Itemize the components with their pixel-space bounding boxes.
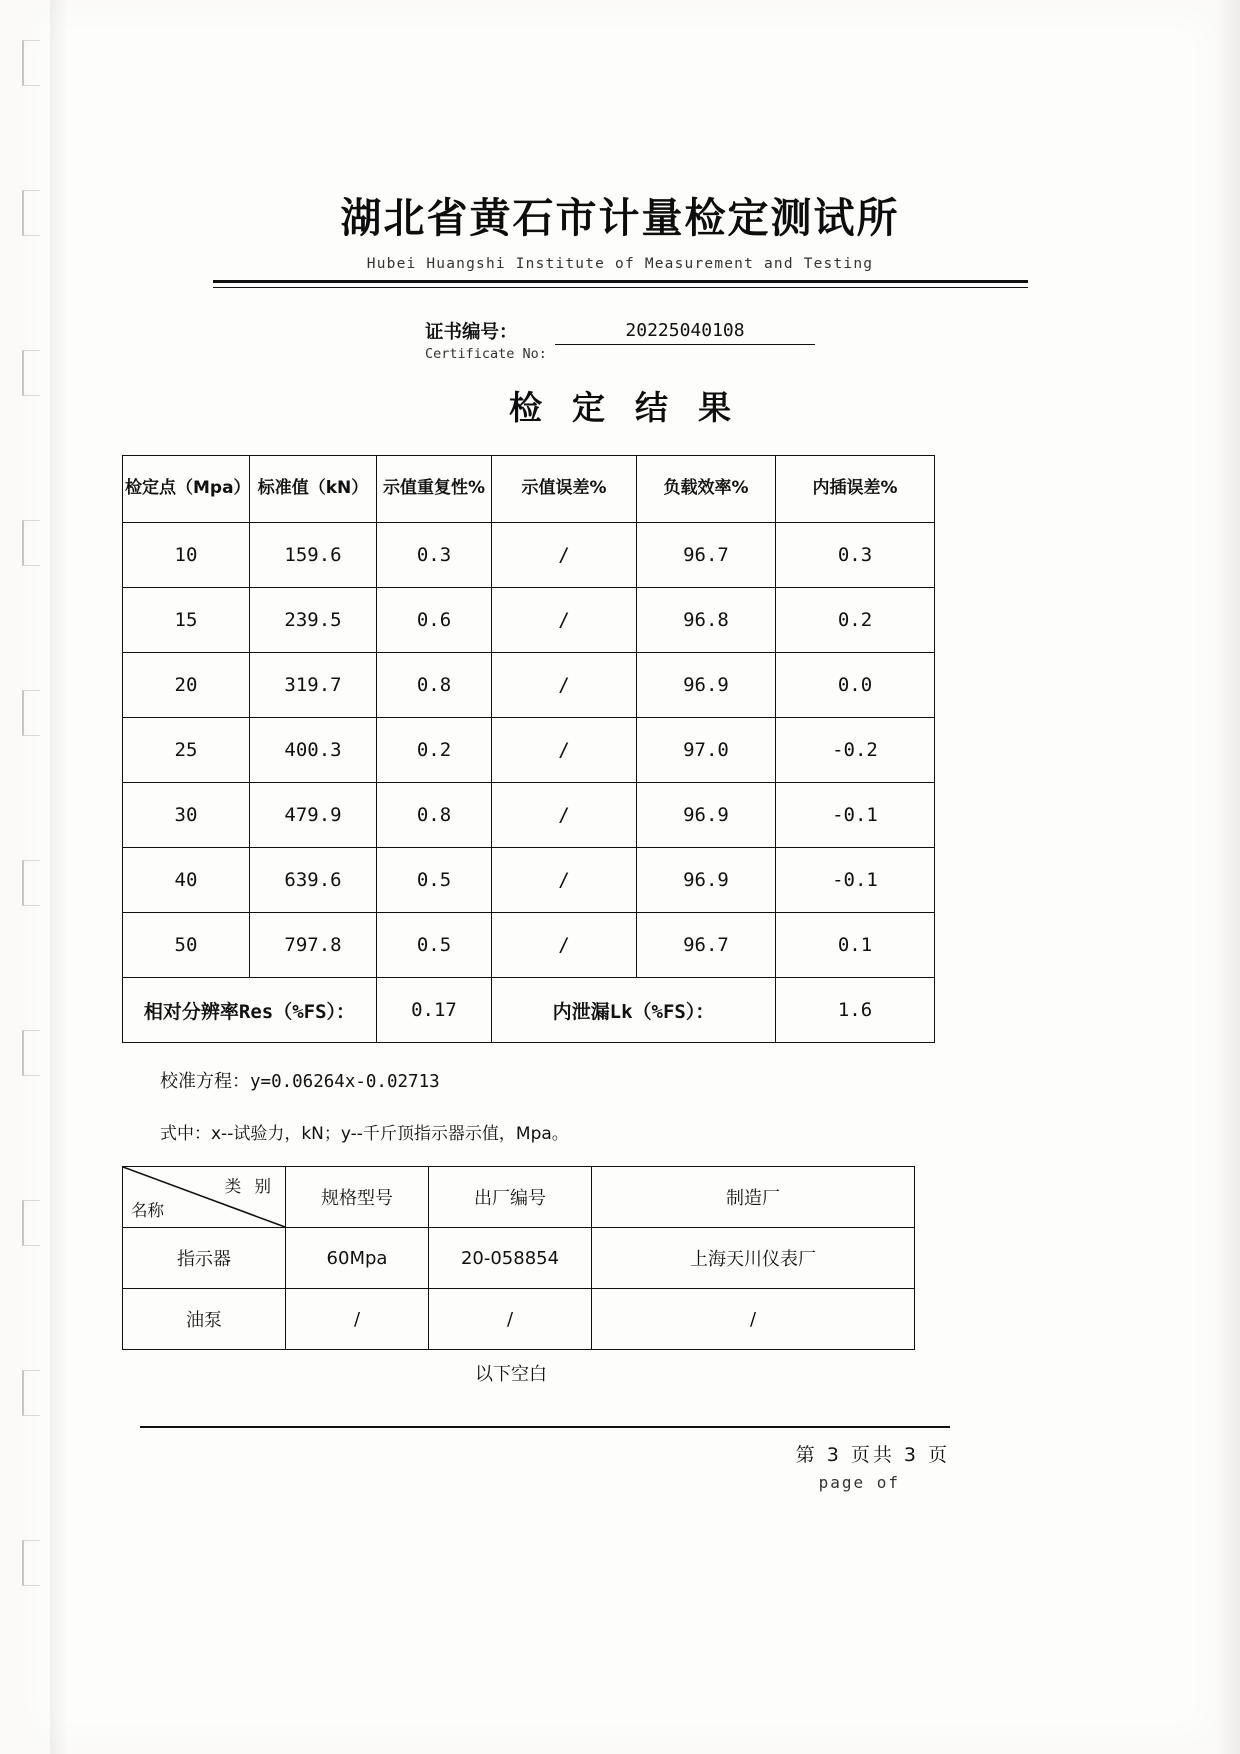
column-header-interpolation-error: 内插误差% bbox=[776, 456, 935, 523]
column-header-model: 规格型号 bbox=[286, 1167, 429, 1228]
table-header-row bbox=[123, 456, 935, 523]
column-header-indication-error: 示值误差% bbox=[492, 456, 637, 523]
cell-device-name: 指示器 bbox=[123, 1228, 286, 1289]
table-footer-row bbox=[123, 978, 935, 1043]
results-table bbox=[122, 455, 935, 1043]
cell-interpolation-error: -0.2 bbox=[776, 718, 935, 783]
cell-interpolation-error: 0.2 bbox=[776, 588, 935, 653]
cell-repeatability: 0.6 bbox=[377, 588, 492, 653]
table-row bbox=[123, 913, 935, 978]
cell-device-manufacturer: / bbox=[592, 1289, 915, 1350]
cell-load-efficiency: 96.7 bbox=[637, 913, 776, 978]
organization-title-cn: 湖北省黄石市计量检定测试所 bbox=[340, 194, 900, 242]
cell-repeatability: 0.5 bbox=[377, 913, 492, 978]
resolution-value: 0.17 bbox=[377, 978, 492, 1043]
cell-test-point: 50 bbox=[123, 913, 250, 978]
page-right-shadow bbox=[1216, 0, 1240, 1754]
cell-load-efficiency: 96.9 bbox=[637, 653, 776, 718]
cell-indication-error: / bbox=[492, 588, 637, 653]
cell-device-serial: / bbox=[429, 1289, 592, 1350]
page-number-en: page of bbox=[818, 1473, 900, 1492]
cell-standard-value: 239.5 bbox=[250, 588, 377, 653]
cell-standard-value: 159.6 bbox=[250, 523, 377, 588]
calibration-note: 式中：x--试验力，kN；y--千斤顶指示器示值，Mpa。 bbox=[160, 1124, 569, 1144]
calibration-equation-label: 校准方程： bbox=[160, 1071, 250, 1092]
cell-indication-error: / bbox=[492, 718, 637, 783]
cell-device-model: / bbox=[286, 1289, 429, 1350]
cell-repeatability: 0.8 bbox=[377, 783, 492, 848]
cell-device-name: 油泵 bbox=[123, 1289, 286, 1350]
page-title: 检定结果 bbox=[509, 388, 761, 427]
cell-test-point: 10 bbox=[123, 523, 250, 588]
cell-interpolation-error: 0.1 bbox=[776, 913, 935, 978]
cell-indication-error: / bbox=[492, 848, 637, 913]
cell-indication-error: / bbox=[492, 783, 637, 848]
cell-interpolation-error: 0.3 bbox=[776, 523, 935, 588]
column-header-manufacturer: 制造厂 bbox=[592, 1167, 915, 1228]
cell-test-point: 25 bbox=[123, 718, 250, 783]
certificate-number-value: 20225040108 bbox=[555, 320, 815, 345]
resolution-label: 相对分辨率Res（%FS）： bbox=[123, 978, 377, 1043]
cell-device-serial: 20-058854 bbox=[429, 1228, 592, 1289]
cell-test-point: 15 bbox=[123, 588, 250, 653]
cell-repeatability: 0.2 bbox=[377, 718, 492, 783]
cell-load-efficiency: 96.9 bbox=[637, 848, 776, 913]
table-row bbox=[123, 588, 935, 653]
document-content bbox=[120, 0, 1120, 1492]
table-row bbox=[123, 523, 935, 588]
column-header-serial: 出厂编号 bbox=[429, 1167, 592, 1228]
page-edge-shadow bbox=[50, 0, 68, 1754]
certificate-number-label-en: Certificate No: bbox=[425, 346, 547, 362]
binding-holes bbox=[0, 0, 56, 1754]
column-header-repeatability: 示值重复性% bbox=[377, 456, 492, 523]
cell-interpolation-error: 0.0 bbox=[776, 653, 935, 718]
cell-interpolation-error: -0.1 bbox=[776, 783, 935, 848]
cell-repeatability: 0.5 bbox=[377, 848, 492, 913]
cell-indication-error: / bbox=[492, 913, 637, 978]
cell-repeatability: 0.8 bbox=[377, 653, 492, 718]
footer-divider bbox=[140, 1426, 950, 1428]
cell-standard-value: 639.6 bbox=[250, 848, 377, 913]
header-divider bbox=[213, 280, 1028, 288]
certificate-number-line bbox=[120, 318, 1120, 364]
table-row bbox=[123, 653, 935, 718]
column-header-test-point: 检定点（Mpa） bbox=[123, 456, 250, 523]
certificate-number-label: 证书编号： bbox=[425, 322, 518, 343]
device-table-name-label: 名称 bbox=[131, 1201, 164, 1220]
cell-load-efficiency: 96.9 bbox=[637, 783, 776, 848]
column-header-standard-value: 标准值（kN） bbox=[250, 456, 377, 523]
cell-device-model: 60Mpa bbox=[286, 1228, 429, 1289]
device-table bbox=[122, 1166, 915, 1350]
organization-title-en: Hubei Huangshi Institute of Measurement and Testing bbox=[366, 256, 874, 272]
device-table-row bbox=[123, 1289, 915, 1350]
device-table-corner-cell bbox=[123, 1167, 286, 1228]
leak-value: 1.6 bbox=[776, 978, 935, 1043]
cell-device-manufacturer: 上海天川仪表厂 bbox=[592, 1228, 915, 1289]
cell-load-efficiency: 97.0 bbox=[637, 718, 776, 783]
cell-indication-error: / bbox=[492, 653, 637, 718]
cell-standard-value: 400.3 bbox=[250, 718, 377, 783]
cell-indication-error: / bbox=[492, 523, 637, 588]
table-row bbox=[123, 783, 935, 848]
device-table-header-row bbox=[123, 1167, 915, 1228]
device-table-row bbox=[123, 1228, 915, 1289]
cell-repeatability: 0.3 bbox=[377, 523, 492, 588]
cell-test-point: 30 bbox=[123, 783, 250, 848]
cell-standard-value: 319.7 bbox=[250, 653, 377, 718]
device-table-category-label: 类 别 bbox=[224, 1177, 275, 1196]
cell-load-efficiency: 96.8 bbox=[637, 588, 776, 653]
cell-load-efficiency: 96.7 bbox=[637, 523, 776, 588]
cell-test-point: 40 bbox=[123, 848, 250, 913]
table-row bbox=[123, 848, 935, 913]
leak-label: 内泄漏Lk（%FS）： bbox=[492, 978, 776, 1043]
table-row bbox=[123, 718, 935, 783]
cell-test-point: 20 bbox=[123, 653, 250, 718]
cell-standard-value: 479.9 bbox=[250, 783, 377, 848]
page-number-cn: 第 3 页共 3 页 bbox=[795, 1444, 950, 1466]
column-header-load-efficiency: 负载效率% bbox=[637, 456, 776, 523]
calibration-equation-line bbox=[160, 1067, 1120, 1093]
cell-standard-value: 797.8 bbox=[250, 913, 377, 978]
calibration-equation-value: y=0.06264x-0.02713 bbox=[250, 1072, 440, 1092]
blank-below-note: 以下空白 bbox=[475, 1364, 547, 1385]
cell-interpolation-error: -0.1 bbox=[776, 848, 935, 913]
